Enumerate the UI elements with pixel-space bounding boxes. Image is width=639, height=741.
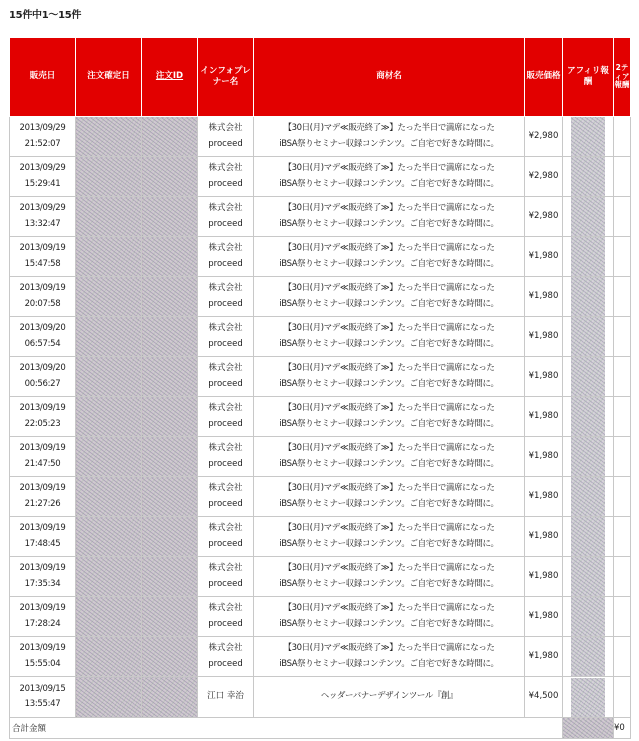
affiliate-reward-redacted — [571, 637, 605, 676]
header-sale-price: 販売価格 — [525, 38, 563, 117]
infopreneur-name-line1: 株式会社 — [208, 243, 243, 254]
sale-date-cell — [10, 437, 76, 477]
table-row — [10, 677, 631, 718]
table-row — [10, 557, 631, 597]
table-row — [10, 317, 631, 357]
product-name-cell — [254, 277, 525, 317]
sale-price: ¥2,980 — [525, 157, 563, 197]
order-id-redacted — [142, 157, 198, 197]
header-order-confirm-date: 注文確定日 — [76, 38, 142, 117]
infopreneur-name-line2: proceed — [208, 458, 243, 469]
product-name-line2: iBSA祭りセミナー収録コンテンツ。ご自宅で好きな時間に。 — [279, 258, 499, 269]
sale-price: ¥2,980 — [525, 117, 563, 157]
order-id-redacted — [142, 117, 198, 157]
order-confirm-date-redacted — [76, 357, 142, 397]
order-confirm-date-redacted — [76, 317, 142, 357]
infopreneur-cell — [198, 437, 254, 477]
order-id-redacted — [142, 477, 198, 517]
sale-date-cell — [10, 357, 76, 397]
infopreneur-name-line1: 株式会社 — [208, 643, 243, 654]
tier2-reward-cell — [614, 397, 631, 437]
affiliate-reward-redacted — [571, 157, 605, 196]
product-name-line1: 【30日(月)マデ≪販売終了≫】たった半日で満席になった — [283, 123, 495, 134]
product-name-line1: 【30日(月)マデ≪販売終了≫】たった半日で満席になった — [283, 603, 495, 614]
affiliate-reward-redacted — [571, 437, 605, 476]
affiliate-reward-redacted — [571, 197, 605, 236]
order-id-redacted — [142, 677, 198, 718]
sale-date: 2013/09/20 — [19, 363, 66, 374]
product-name-cell — [254, 357, 525, 397]
order-id-redacted — [142, 517, 198, 557]
order-id-redacted — [142, 557, 198, 597]
sale-time: 21:47:50 — [24, 458, 61, 469]
product-name-cell — [254, 637, 525, 677]
product-name-cell — [254, 477, 525, 517]
sale-date-cell — [10, 117, 76, 157]
affiliate-reward-cell — [563, 557, 614, 597]
sale-date-cell — [10, 157, 76, 197]
infopreneur-name-line1: 株式会社 — [208, 603, 243, 614]
infopreneur-cell — [198, 597, 254, 637]
sale-date: 2013/09/29 — [19, 163, 66, 174]
product-name-line2: iBSA祭りセミナー収録コンテンツ。ご自宅で好きな時間に。 — [279, 298, 499, 309]
sale-date: 2013/09/19 — [19, 563, 66, 574]
tier2-reward-cell — [614, 357, 631, 397]
product-name-line1: 【30日(月)マデ≪販売終了≫】たった半日で満席になった — [283, 163, 495, 174]
sale-time: 15:29:41 — [24, 178, 61, 189]
infopreneur-name-line2: proceed — [208, 298, 243, 309]
order-confirm-date-redacted — [76, 477, 142, 517]
infopreneur-cell — [198, 197, 254, 237]
tier2-reward-cell — [614, 197, 631, 237]
sales-table — [9, 37, 631, 739]
sale-date-cell — [10, 597, 76, 637]
infopreneur-name-line1: 株式会社 — [208, 203, 243, 214]
product-name-cell — [254, 237, 525, 277]
affiliate-reward-cell — [563, 117, 614, 157]
affiliate-reward-cell — [563, 277, 614, 317]
infopreneur-cell — [198, 277, 254, 317]
sale-date: 2013/09/29 — [19, 203, 66, 214]
total-label: 合計金額 — [10, 718, 563, 739]
sale-price: ¥1,980 — [525, 477, 563, 517]
affiliate-reward-redacted — [571, 477, 605, 516]
order-id-redacted — [142, 237, 198, 277]
affiliate-reward-cell — [563, 357, 614, 397]
tier2-reward-cell — [614, 597, 631, 637]
product-name-line2: iBSA祭りセミナー収録コンテンツ。ご自宅で好きな時間に。 — [279, 218, 499, 229]
sale-price: ¥1,980 — [525, 517, 563, 557]
order-id-redacted — [142, 397, 198, 437]
product-name-line2: iBSA祭りセミナー収録コンテンツ。ご自宅で好きな時間に。 — [279, 138, 499, 149]
table-row — [10, 117, 631, 157]
product-name-line2: iBSA祭りセミナー収録コンテンツ。ご自宅で好きな時間に。 — [279, 498, 499, 509]
affiliate-reward-redacted — [571, 317, 605, 356]
product-name-line2: iBSA祭りセミナー収録コンテンツ。ご自宅で好きな時間に。 — [279, 658, 499, 669]
sale-date: 2013/09/15 — [19, 683, 66, 694]
table-row — [10, 237, 631, 277]
infopreneur-name-line1: 株式会社 — [208, 283, 243, 294]
sale-date: 2013/09/19 — [19, 443, 66, 454]
order-confirm-date-redacted — [76, 397, 142, 437]
sale-date-cell — [10, 317, 76, 357]
product-name-line2: iBSA祭りセミナー収録コンテンツ。ご自宅で好きな時間に。 — [279, 418, 499, 429]
sale-price: ¥1,980 — [525, 597, 563, 637]
sale-date: 2013/09/19 — [19, 243, 66, 254]
product-name-cell — [254, 557, 525, 597]
infopreneur-cell — [198, 157, 254, 197]
product-name-line2: iBSA祭りセミナー収録コンテンツ。ご自宅で好きな時間に。 — [279, 378, 499, 389]
affiliate-reward-cell — [563, 637, 614, 677]
product-name-line2: iBSA祭りセミナー収録コンテンツ。ご自宅で好きな時間に。 — [279, 578, 499, 589]
infopreneur-name-line2: proceed — [208, 178, 243, 189]
header-infopreneur: インフォプレナー名 — [198, 38, 254, 117]
product-name-line2: iBSA祭りセミナー収録コンテンツ。ご自宅で好きな時間に。 — [279, 338, 499, 349]
product-name-line1: 【30日(月)マデ≪販売終了≫】たった半日で満席になった — [283, 643, 495, 654]
product-name-line1: 【30日(月)マデ≪販売終了≫】たった半日で満席になった — [283, 523, 495, 534]
table-row — [10, 597, 631, 637]
product-name-line1: 【30日(月)マデ≪販売終了≫】たった半日で満席になった — [283, 403, 495, 414]
order-confirm-date-redacted — [76, 237, 142, 277]
order-id-redacted — [142, 197, 198, 237]
sale-time: 00:56:27 — [24, 378, 61, 389]
order-id-redacted — [142, 597, 198, 637]
product-name-line1: 【30日(月)マデ≪販売終了≫】たった半日で満席になった — [283, 323, 495, 334]
infopreneur-cell — [198, 477, 254, 517]
infopreneur-name-line2: proceed — [208, 618, 243, 629]
sale-date-cell — [10, 397, 76, 437]
infopreneur-name-line2: proceed — [208, 578, 243, 589]
product-name-cell — [254, 437, 525, 477]
order-confirm-date-redacted — [76, 637, 142, 677]
sale-price: ¥2,980 — [525, 197, 563, 237]
affiliate-reward-cell — [563, 677, 614, 718]
product-name-cell — [254, 597, 525, 637]
affiliate-reward-cell — [563, 477, 614, 517]
table-row — [10, 637, 631, 677]
affiliate-reward-redacted — [571, 557, 605, 596]
tier2-reward-cell — [614, 557, 631, 597]
table-header-row — [10, 38, 631, 117]
table-row — [10, 197, 631, 237]
total-row — [10, 718, 631, 739]
affiliate-reward-cell — [563, 197, 614, 237]
sale-date-cell — [10, 197, 76, 237]
order-confirm-date-redacted — [76, 557, 142, 597]
infopreneur-name-line2: proceed — [208, 658, 243, 669]
table-row — [10, 277, 631, 317]
sale-date: 2013/09/19 — [19, 483, 66, 494]
tier2-reward-cell — [614, 677, 631, 718]
sale-date-cell — [10, 557, 76, 597]
affiliate-reward-redacted — [571, 678, 605, 717]
sale-price: ¥1,980 — [525, 237, 563, 277]
order-confirm-date-redacted — [76, 597, 142, 637]
infopreneur-name-line2: proceed — [208, 498, 243, 509]
header-sale-date: 販売日 — [10, 38, 76, 117]
infopreneur-cell — [198, 637, 254, 677]
infopreneur-name-line2: proceed — [208, 538, 243, 549]
sale-time: 21:52:07 — [24, 138, 61, 149]
affiliate-reward-redacted — [571, 277, 605, 316]
infopreneur-name-line1: 株式会社 — [208, 323, 243, 334]
product-name-line2: iBSA祭りセミナー収録コンテンツ。ご自宅で好きな時間に。 — [279, 618, 499, 629]
infopreneur-name-line1: 株式会社 — [208, 563, 243, 574]
infopreneur-name-line1: 株式会社 — [208, 443, 243, 454]
sale-price: ¥1,980 — [525, 557, 563, 597]
order-id-redacted — [142, 277, 198, 317]
order-id-redacted — [142, 317, 198, 357]
infopreneur-cell — [198, 357, 254, 397]
header-tier2-reward: 2ティア報酬 — [614, 38, 631, 117]
infopreneur-cell — [198, 677, 254, 718]
sale-time: 17:35:34 — [24, 578, 61, 589]
product-name-cell — [254, 117, 525, 157]
sale-date: 2013/09/19 — [19, 643, 66, 654]
tier2-reward-cell — [614, 157, 631, 197]
product-name-line1: 【30日(月)マデ≪販売終了≫】たった半日で満席になった — [283, 203, 495, 214]
header-product-name: 商材名 — [254, 38, 525, 117]
sale-date-cell — [10, 237, 76, 277]
sale-price: ¥1,980 — [525, 637, 563, 677]
table-row — [10, 157, 631, 197]
infopreneur-cell — [198, 557, 254, 597]
sale-date: 2013/09/29 — [19, 123, 66, 134]
order-id-redacted — [142, 357, 198, 397]
total-affiliate-reward-redacted — [563, 718, 614, 739]
infopreneur-name-line1: 株式会社 — [208, 523, 243, 534]
infopreneur-name-line2: proceed — [208, 418, 243, 429]
infopreneur-name-line2: proceed — [208, 338, 243, 349]
sale-price: ¥1,980 — [525, 357, 563, 397]
affiliate-reward-redacted — [571, 597, 605, 636]
sale-price: ¥4,500 — [525, 677, 563, 718]
sale-date-cell — [10, 277, 76, 317]
product-name-cell — [254, 317, 525, 357]
affiliate-reward-cell — [563, 237, 614, 277]
infopreneur-cell — [198, 117, 254, 157]
tier2-reward-cell — [614, 317, 631, 357]
sale-price: ¥1,980 — [525, 277, 563, 317]
sale-date-cell — [10, 677, 76, 718]
product-name-line2: iBSA祭りセミナー収録コンテンツ。ご自宅で好きな時間に。 — [279, 538, 499, 549]
table-row — [10, 517, 631, 557]
affiliate-reward-redacted — [571, 517, 605, 556]
affiliate-reward-redacted — [571, 237, 605, 276]
order-confirm-date-redacted — [76, 277, 142, 317]
product-name-line2: iBSA祭りセミナー収録コンテンツ。ご自宅で好きな時間に。 — [279, 178, 499, 189]
sale-price: ¥1,980 — [525, 437, 563, 477]
order-confirm-date-redacted — [76, 437, 142, 477]
affiliate-reward-cell — [563, 517, 614, 557]
sale-date: 2013/09/19 — [19, 403, 66, 414]
infopreneur-cell — [198, 317, 254, 357]
header-affiliate-reward: アフィリ報酬 — [563, 38, 614, 117]
product-name-line1: 【30日(月)マデ≪販売終了≫】たった半日で満席になった — [283, 443, 495, 454]
sale-date-cell — [10, 477, 76, 517]
tier2-reward-cell — [614, 437, 631, 477]
infopreneur-name-line2: proceed — [208, 378, 243, 389]
affiliate-reward-redacted — [571, 397, 605, 436]
tier2-reward-cell — [614, 277, 631, 317]
tier2-reward-cell — [614, 117, 631, 157]
sale-date: 2013/09/19 — [19, 603, 66, 614]
infopreneur-name-line1: 株式会社 — [208, 123, 243, 134]
sale-date: 2013/09/19 — [19, 523, 66, 534]
order-id-redacted — [142, 437, 198, 477]
affiliate-reward-cell — [563, 157, 614, 197]
product-name-line2: iBSA祭りセミナー収録コンテンツ。ご自宅で好きな時間に。 — [279, 458, 499, 469]
tier2-reward-cell — [614, 237, 631, 277]
infopreneur-name-line1: 株式会社 — [208, 403, 243, 414]
sale-time: 13:55:47 — [24, 699, 61, 709]
infopreneur-name-line2: proceed — [208, 258, 243, 269]
order-confirm-date-redacted — [76, 677, 142, 718]
product-name-line1: 【30日(月)マデ≪販売終了≫】たった半日で満席になった — [283, 243, 495, 254]
tier2-reward-cell — [614, 517, 631, 557]
sale-time: 06:57:54 — [24, 338, 61, 349]
sale-date: 2013/09/20 — [19, 323, 66, 334]
affiliate-reward-redacted — [571, 117, 605, 156]
infopreneur-name-line1: 株式会社 — [208, 483, 243, 494]
sale-date: 2013/09/19 — [19, 283, 66, 294]
sale-time: 20:07:58 — [24, 298, 61, 309]
order-confirm-date-redacted — [76, 197, 142, 237]
product-name-cell — [254, 397, 525, 437]
table-row — [10, 397, 631, 437]
sale-time: 15:47:58 — [24, 258, 61, 269]
product-name: ヘッダーバナーデザインツール『創』 — [320, 691, 458, 702]
total-tier2-reward: ¥0 — [614, 718, 631, 739]
infopreneur-name-line2: proceed — [208, 218, 243, 229]
affiliate-reward-redacted — [571, 357, 605, 396]
order-id-redacted — [142, 637, 198, 677]
infopreneur-name-line2: proceed — [208, 138, 243, 149]
header-order-id-sort-link[interactable]: 注文ID — [142, 38, 198, 117]
sale-time: 13:32:47 — [24, 218, 61, 229]
table-row — [10, 477, 631, 517]
product-name-line1: 【30日(月)マデ≪販売終了≫】たった半日で満席になった — [283, 563, 495, 574]
sale-time: 15:55:04 — [24, 658, 61, 669]
infopreneur-cell — [198, 397, 254, 437]
sale-time: 17:48:45 — [24, 538, 61, 549]
infopreneur-name-line1: 株式会社 — [208, 363, 243, 374]
product-name-cell — [254, 677, 525, 718]
tier2-reward-cell — [614, 637, 631, 677]
infopreneur-cell — [198, 517, 254, 557]
product-name-line1: 【30日(月)マデ≪販売終了≫】たった半日で満席になった — [283, 363, 495, 374]
sale-time: 21:27:26 — [24, 498, 61, 509]
order-confirm-date-redacted — [76, 517, 142, 557]
infopreneur-name-line1: 株式会社 — [208, 163, 243, 174]
sale-date-cell — [10, 637, 76, 677]
table-row — [10, 357, 631, 397]
sale-date-cell — [10, 517, 76, 557]
infopreneur-cell — [198, 237, 254, 277]
infopreneur-name: 江口 幸治 — [207, 691, 244, 702]
affiliate-reward-cell — [563, 317, 614, 357]
order-confirm-date-redacted — [76, 157, 142, 197]
product-name-cell — [254, 197, 525, 237]
product-name-cell — [254, 517, 525, 557]
product-name-line1: 【30日(月)マデ≪販売終了≫】たった半日で満席になった — [283, 483, 495, 494]
tier2-reward-cell — [614, 477, 631, 517]
result-count: 15件中1〜15件 — [9, 10, 82, 21]
product-name-line1: 【30日(月)マデ≪販売終了≫】たった半日で満席になった — [283, 283, 495, 294]
product-name-cell — [254, 157, 525, 197]
sale-price: ¥1,980 — [525, 317, 563, 357]
affiliate-reward-cell — [563, 397, 614, 437]
table-row — [10, 437, 631, 477]
affiliate-reward-cell — [563, 437, 614, 477]
sale-price: ¥1,980 — [525, 397, 563, 437]
order-confirm-date-redacted — [76, 117, 142, 157]
sale-time: 22:05:23 — [24, 418, 61, 429]
affiliate-reward-cell — [563, 597, 614, 637]
sale-time: 17:28:24 — [24, 618, 61, 629]
